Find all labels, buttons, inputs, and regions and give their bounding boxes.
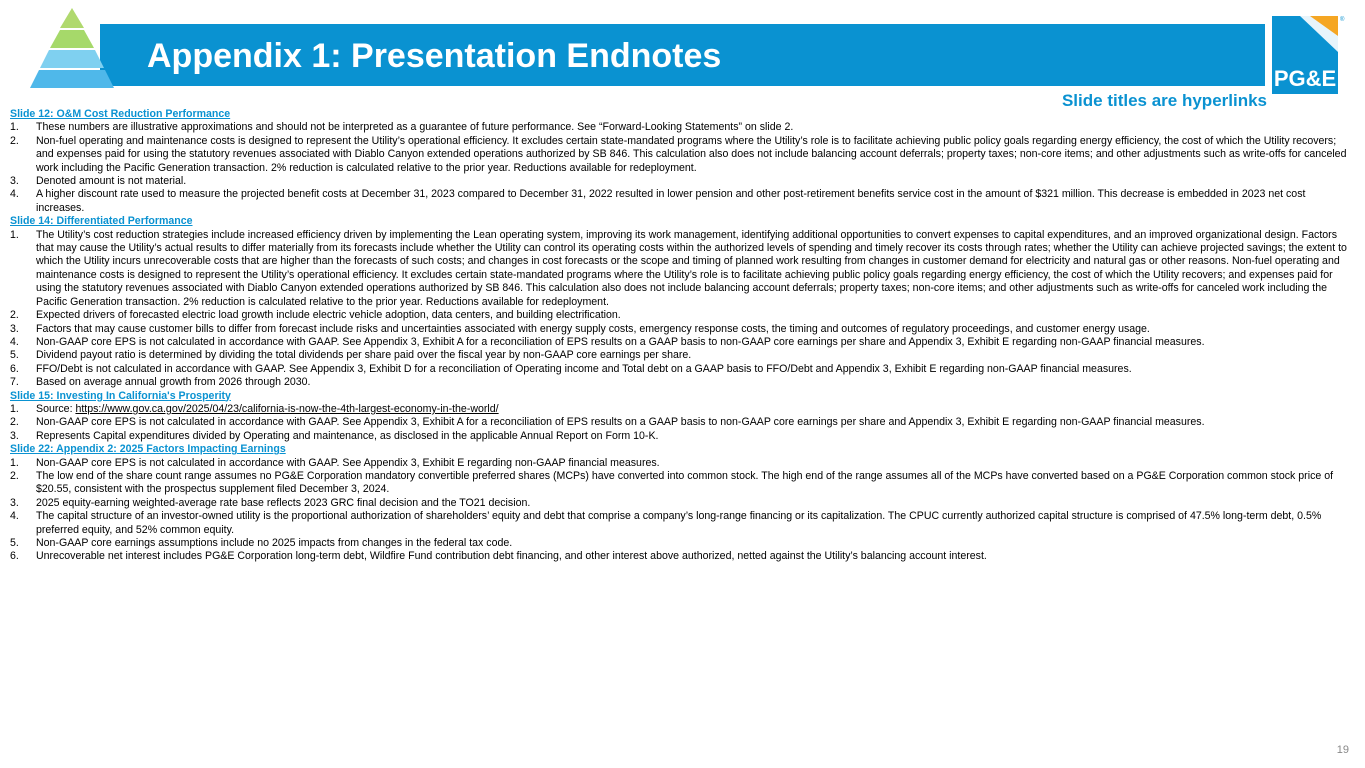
pyramid-tier-middle [40,50,104,68]
endnote-item: 1. Source: https://www.gov.ca.gov/2025/04/23/california-is-now-the-4th-largest-economy-in-the-world/ [10,402,499,415]
section-heading-slide-22[interactable]: Slide 22: Appendix 2: 2025 Factors Impacting Earnings [10,443,286,456]
pyramid-tier-base [30,70,114,88]
pyramid-tier-upper [50,30,94,48]
endnote-item: 6. FFO/Debt is not calculated in accordance with GAAP. See Appendix 3, Exhibit D for a reconciliation of Operating income and Total debt on a GAAP basis to FFO/Debt and Appendix 3, Exhibit E regarding non-GAAP financial measures. [10,362,1132,375]
pge-logo [1270,12,1345,96]
endnote-list [10,229,1350,390]
endnote-list [10,121,1350,215]
endnote-item: 4. Non-GAAP core EPS is not calculated in accordance with GAAP. See Appendix 3, Exhibit A for a reconciliation of EPS results on a GAAP basis to non-GAAP core earnings per share and Appendix 3, Exhibit E regarding non-GAAP financial measures. [10,335,1205,348]
logo-text: PG&E [1273,66,1337,91]
section-heading-slide-14[interactable]: Slide 14: Differentiated Performance [10,215,193,228]
section-heading-slide-15[interactable]: Slide 15: Investing In California's Prosperity [10,389,231,402]
endnote-item: 7. Based on average annual growth from 2026 through 2030. [10,376,311,389]
endnote-item: 3. Represents Capital expenditures divided by Operating and maintenance, as disclosed in the applicable Annual Report on Form 10-K. [10,429,659,442]
endnote-item: 3. 2025 equity-earning weighted-average rate base reflects 2023 GRC final decision and the TO21 decision. [10,496,531,509]
registered-mark: ® [1340,17,1345,23]
endnotes [10,108,1350,564]
endnote-list [10,457,1350,564]
endnote-list [10,403,1350,443]
source-link[interactable]: https://www.gov.ca.gov/2025/04/23/california-is-now-the-4th-largest-economy-in-the-world/ [75,402,499,415]
endnote-item: 1. These numbers are illustrative approximations and should not be interpreted as a guarantee of future performance. See “Forward-Looking Statements” on slide 2. [10,121,794,134]
endnote-item: 2. Non-fuel operating and maintenance costs is designed to represent the Utility’s operational efficiency. It excludes certain state-mandated programs where the Utility’s role is to facilitate achieving public policy goals regarding energy efficiency, the cost of which the Utility recovers; and expenses paid for using the statutory revenues associated with Diablo Canyon extended operations authorized by SB 846. This calculation also does not include balancing account deferrals; property taxes; non-core items; and other adjustments such as write-offs for canceled work including the Pacific Generation transaction. 2% reduction is calculated relative to the prior year. Reductions available for redeployment. [10,134,1347,174]
pyramid-tier-top [60,8,84,28]
endnote-item: 1. Non-GAAP core EPS is not calculated in accordance with GAAP. See Appendix 3, Exhibit E regarding non-GAAP financial measures. [10,456,660,469]
section-heading-slide-12[interactable]: Slide 12: O&M Cost Reduction Performance [10,108,231,120]
endnote-item: 2. Expected drivers of forecasted electric load growth include electric vehicle adoption, data centers, and building electrification. [10,309,621,322]
pyramid-icon [22,6,122,92]
hyperlink-note: Slide titles are hyperlinks [1061,91,1267,110]
endnote-item: 4. A higher discount rate used to measure the projected benefit costs at December 31, 2023 compared to December 31, 2022 resulted in lower pension and other post-retirement benefits service cost in the amount of $321 million. This decrease is embedded in 2023 net cost increases. [10,188,1306,214]
endnote-item: 3. Factors that may cause customer bills to differ from forecast include risks and uncertainties associated with energy supply costs, emergency response costs, the timing and outcomes of regulatory proceedings, and customer energy usage. [10,322,1150,335]
endnote-item: 2. The low end of the share count range assumes no PG&E Corporation mandatory convertible preferred shares (MCPs) have converted into common stock. The high end of the range assumes all of the MCPs have converted based on a PG&E Corporation common stock price of $20.55, consistent with the prospectus supplement filed December 3, 2024. [10,469,1334,496]
endnote-item: 2. Non-GAAP core EPS is not calculated in accordance with GAAP. See Appendix 3, Exhibit A for a reconciliation of EPS results on a GAAP basis to non-GAAP core earnings per share and Appendix 3, Exhibit E regarding non-GAAP financial measures. [10,416,1205,429]
page-number: 19 [1336,744,1349,756]
endnote-item: 5. Non-GAAP core earnings assumptions include no 2025 impacts from changes in the federal tax code. [10,537,513,549]
endnote-item: 4. The capital structure of an investor-owned utility is the proportional authorization of shareholders’ equity and debt that comprise a company’s long-range financing or its capitalization. The CPUC currently authorized capital structure is comprised of 47.5% long-term debt, 0.5% preferred equity, and 52% common equity. [10,510,1322,536]
page-title: Appendix 1: Presentation Endnotes [147,37,722,75]
endnote-item: 3. Denoted amount is not material. [10,175,187,188]
endnote-item: 6. Unrecoverable net interest includes PG&E Corporation long-term debt, Wildfire Fund contribution debt financing, and other interest above authorized, netted against the Utility’s balancing account interest. [10,550,987,563]
endnote-item: 1. The Utility’s cost reduction strategies include increased efficiency driven by implementing the Lean operating system, improving its work management, identifying additional opportunities to convert expenses to capital expenditures, and an improved organizational design. Factors that may cause the Utility’s actual results to differ materially from its forecasts include whether the Utility can control its operating costs within the authorized levels of spending and timely recover its costs through rates; whether the Utility can achieve projected savings; the extent to which the Utility incurs unrecoverable costs that are higher than the forecasts of such costs; and changes in cost forecasts or the scope and timing of planned work resulting from changes in customer demand for electricity and natural gas or other reasons. Non-fuel operating and maintenance costs is designed to represent the Utility’s operational efficiency. It excludes certain state-mandated programs where the Utility’s role is to facilitate achieving public policy goals regarding energy efficiency, the cost of which the Utility recovers; and expenses paid for using the statutory revenues associated with Diablo Canyon extended operations authorized by SB 846. This calculation also does not include balancing account deferrals; property taxes; non-core items; and other adjustments such as write-offs for canceled work including the Pacific Generation transaction. 2% reduction is calculated relative to the prior year. Reductions available for redeployment. [10,228,1347,308]
endnote-item: 5. Dividend payout ratio is determined by dividing the total dividends per share paid over the fiscal year by non-GAAP core earnings per share. [10,349,692,362]
